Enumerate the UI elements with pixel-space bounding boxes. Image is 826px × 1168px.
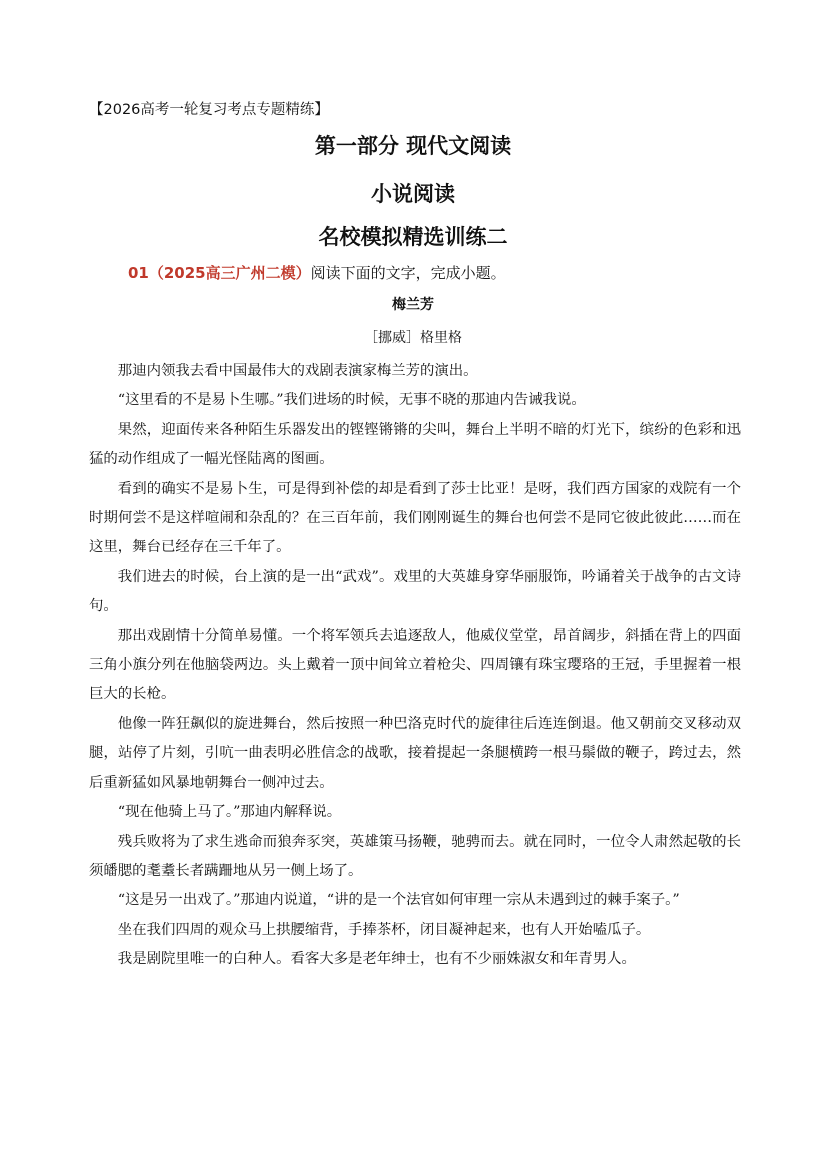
story-paragraph: 那迪内领我去看中国最伟大的戏剧表演家梅兰芳的演出。 [117, 363, 478, 379]
question-line [128, 262, 506, 283]
story-paragraph: 我们进去的时候，台上演的是一出“武戏”。戏里的大英雄身穿华丽服饰，吟诵着关于战争的古文诗句。 [89, 568, 741, 615]
set-title: 名校模拟精选训练二 [318, 225, 508, 249]
story-body [89, 357, 741, 975]
story-paragraph: “现在他骑上马了。”那迪内解释说。 [117, 804, 342, 821]
story-author: ［挪威］格里格 [364, 330, 462, 346]
section-title: 小说阅读 [371, 182, 455, 206]
question-number: 01 [128, 264, 149, 282]
story-paragraph: 残兵败将为了求生逃命而狼奔豕突，英雄策马扬鞭，驰骋而去。就在同时，一位令人肃然起敬的长须皤腮的耄耋长者蹒跚地从另一侧上场了。 [89, 833, 741, 879]
story-paragraph: 他像一阵狂飙似的旋进舞台，然后按照一种巴洛克时代的旋律往后连连倒退。他又朝前交叉移动双腿，站停了片刻，引吭一曲表明必胜信念的战歌，接着提起一条腿横跨一根马鬃做的鞭子，跨过去，然后重新猛如风暴地朝舞台一侧冲过去。 [89, 715, 741, 791]
story-paragraph: “这是另一出戏了。”那迪内说道，“讲的是一个法官如何审理一宗从未遇到过的棘手案子。” [117, 892, 680, 909]
story-paragraph: 看到的确实不是易卜生，可是得到补偿的却是看到了莎士比亚！是呀，我们西方国家的戏院有一个时期何尝不是这样喧闹和杂乱的？在三百年前，我们刚刚诞生的舞台也何尝不是同它彼此彼此……而在这里，舞台已经存在三千年了。 [89, 480, 741, 556]
story-title: 梅兰芳 [392, 297, 434, 313]
series-tag: 【2026高考一轮复习考点专题精练】 [89, 102, 329, 118]
part-title: 第一部分 现代文阅读 [314, 134, 512, 158]
question-source: （2025高三广州二模） [148, 264, 311, 282]
story-paragraph: “这里看的不是易卜生哪。”我们进场的时候，无事不晓的那迪内告诫我说。 [117, 392, 586, 409]
story-paragraph: 我是剧院里唯一的白种人。看客大多是老年绅士，也有不少丽姝淑女和年青男人。 [117, 951, 636, 968]
story-paragraph: 果然，迎面传来各种陌生乐器发出的铿铿锵锵的尖叫，舞台上半明不暗的灯光下，缤纷的色彩和迅猛的动作组成了一幅光怪陆离的图画。 [89, 421, 741, 468]
question-instruction: 阅读下面的文字，完成小题。 [310, 264, 506, 282]
story-paragraph: 坐在我们四周的观众马上拱腰缩背，手捧茶杯，闭目凝神起来，也有人开始嗑瓜子。 [117, 921, 651, 938]
story-paragraph: 那出戏剧情十分简单易懂。一个将军领兵去追逐敌人，他威仪堂堂，昂首阔步，斜插在背上的四面三角小旗分列在他脑袋两边。头上戴着一顶中间耸立着枪尖、四周镶有珠宝璎珞的王冠，手里握着一根巨大的长枪。 [89, 627, 741, 703]
